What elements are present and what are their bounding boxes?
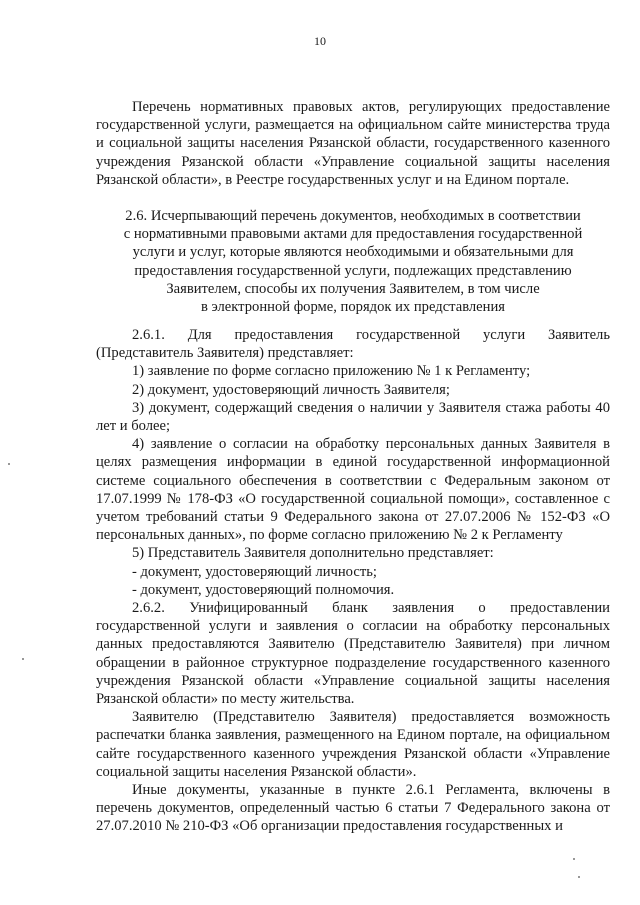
body-text-block [96, 326, 610, 836]
list-subitem-identity: - документ, удостоверяющий личность; [132, 563, 377, 580]
section-heading-line: 2.6. Исчерпывающий перечень документов, необходимых в соответствии [125, 208, 581, 224]
section-heading-line: Заявителем, способы их получения Заявителем, в том числе [166, 280, 540, 297]
paragraph-print-form: Заявителю (Представителю Заявителя) предоставляется возможность распечатки бланка заявления, размещенного на Едином портале, на официальном сайте государственного казенного учреждения Рязанской области «Управление социальной защиты населения Рязанской области». [96, 709, 610, 780]
paragraph-other-documents: Иные документы, указанные в пункте 2.6.1 Регламента, включены в перечень документов, определенный частью 6 статьи 7 Федерального закона от 27.07.2010 № 210-ФЗ «Об организации предоставления государственных и [96, 782, 610, 835]
scan-speck [578, 876, 580, 878]
section-heading-line: в электронной форме, порядок их представления [200, 299, 505, 316]
list-item-2: 2) документ, удостоверяющий личность Заявителя; [132, 381, 450, 398]
section-heading-line: предоставления государственной услуги, подлежащих представлению [134, 262, 572, 279]
paragraph-2-6-2: 2.6.2. Унифицированный бланк заявления о предоставлении государственной услуги и заявления о согласии на обработку персональных данных предоставляются Заявителю (Представителю Заявителя) при личном обращении в районное структурное подразделение государственного казенного учреждения Рязанской области «Управление социальной защиты населения Рязанской области» по месту жительства. [96, 600, 610, 708]
list-item-4: 4) заявление о согласии на обработку персональных данных Заявителя в целях размещения информации в единой государственной информационной системе социального обеспечения в соответствии с Федеральным законом от 17.07.1999 № 178-ФЗ «О государственной социальной помощи», составленное с учетом требований статьи 9 Федерального закона от 27.07.2006 № 152-ФЗ «О персональных данных», по форме согласно приложению № 2 к Регламенту [96, 436, 610, 544]
scan-speck [573, 858, 575, 860]
list-subitem-authority: - документ, удостоверяющий полномочия. [132, 581, 395, 598]
page-number: 10 [314, 34, 326, 48]
section-heading-line: услуги и услуг, которые являются необходимыми и обязательными для [132, 244, 574, 261]
scan-speck [22, 658, 24, 660]
list-item-3: 3) документ, содержащий сведения о наличии у Заявителя стажа работы 40 лет и более; [96, 399, 610, 435]
intro-paragraph-block [96, 98, 610, 189]
paragraph-2-6-1: 2.6.1. Для предоставления государственной услуги Заявитель (Представитель Заявителя) представляет: [96, 327, 610, 362]
section-heading-line: с нормативными правовыми актами для предоставления государственной [123, 226, 583, 243]
scan-speck [8, 463, 10, 465]
intro-paragraph: Перечень нормативных правовых актов, регулирующих предоставление государственной услуги, размещается на официальном сайте министерства труда и социальной защиты населения Рязанской области, государственного казенного учреждения Рязанской области «Управление социальной защиты населения Рязанской области», в Реестре государственных услуг и на Едином портале. [96, 99, 610, 188]
list-item-1: 1) заявление по форме согласно приложению № 1 к Регламенту; [132, 363, 531, 380]
list-item-5: 5) Представитель Заявителя дополнительно представляет: [132, 545, 494, 562]
section-heading [96, 207, 610, 316]
